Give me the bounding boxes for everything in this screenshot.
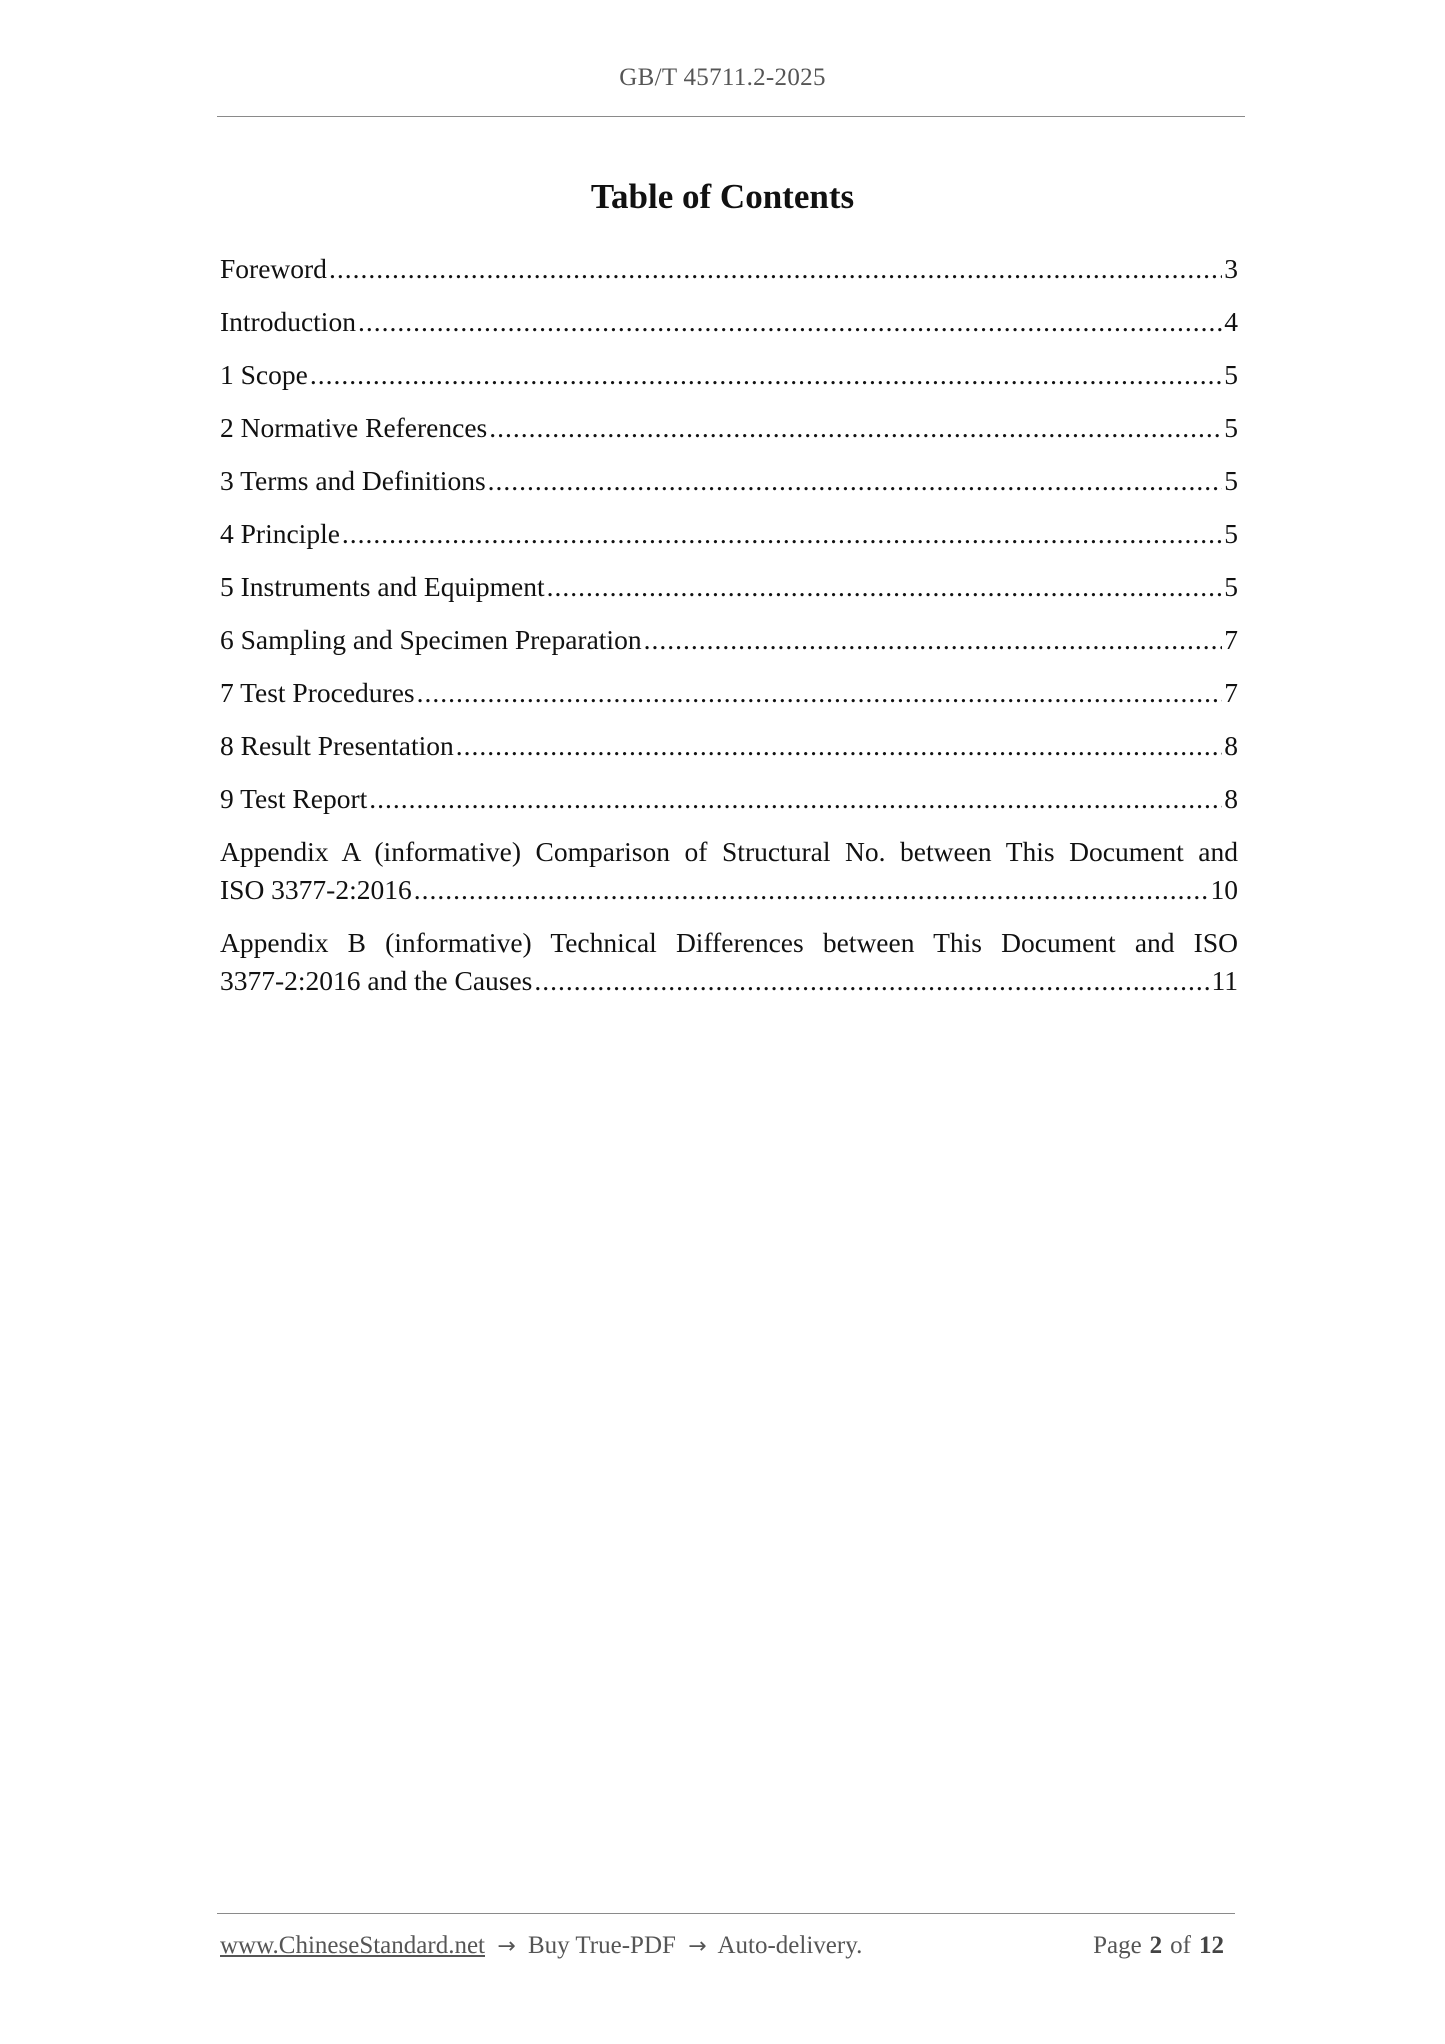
toc-entry-page: 7 bbox=[1224, 624, 1238, 655]
running-header: GB/T 45711.2-2025 bbox=[619, 64, 826, 91]
arrow-right-icon: → bbox=[497, 1934, 516, 1959]
arrow-right-icon: → bbox=[688, 1934, 707, 1959]
toc-leader-dots bbox=[488, 462, 1223, 500]
toc-leader-dots bbox=[644, 621, 1223, 659]
toc-entry-page: 5 bbox=[1224, 359, 1238, 390]
page-footer bbox=[220, 1932, 1232, 1960]
toc-entry-label: 6 Sampling and Specimen Preparation bbox=[220, 624, 642, 655]
footer-delivery-text: Auto-delivery. bbox=[717, 1932, 863, 1959]
toc-entry-page: 5 bbox=[1224, 518, 1238, 549]
toc-entry-label: Foreword bbox=[220, 253, 327, 284]
toc-entry-page: 5 bbox=[1224, 571, 1238, 602]
toc-leader-dots bbox=[489, 409, 1222, 447]
toc-entry-page: 3 bbox=[1224, 253, 1238, 284]
toc-entry-label: 5 Instruments and Equipment bbox=[220, 571, 545, 602]
toc-entry-label: 2 Normative References bbox=[220, 412, 488, 443]
toc-entry-page: 8 bbox=[1224, 730, 1238, 761]
toc-entry-page: 5 bbox=[1224, 412, 1238, 443]
toc-list bbox=[220, 250, 1238, 1015]
toc-entry-principle[interactable] bbox=[220, 515, 1238, 553]
toc-entry-instruments[interactable] bbox=[220, 568, 1238, 606]
website-link[interactable]: www.ChineseStandard.net bbox=[220, 1932, 485, 1959]
header-divider bbox=[217, 116, 1245, 117]
footer-promo bbox=[220, 1932, 862, 1960]
toc-entry-label-line1: Appendix A (informative) Comparison of Structural No. between This Document and bbox=[220, 836, 1238, 867]
toc-entry-label: 3 Terms and Definitions bbox=[220, 465, 486, 496]
toc-entry-scope[interactable] bbox=[220, 356, 1238, 394]
toc-entry-page: 5 bbox=[1224, 465, 1238, 496]
toc-leader-dots bbox=[414, 871, 1209, 909]
toc-entry-normative-references[interactable] bbox=[220, 409, 1238, 447]
footer-buy-text: Buy True-PDF bbox=[527, 1932, 676, 1959]
toc-entry-label-line2: ISO 3377-2:2016 bbox=[220, 874, 412, 905]
toc-entry-result-presentation[interactable] bbox=[220, 727, 1238, 765]
toc-entry-appendix-b[interactable] bbox=[220, 924, 1238, 1000]
toc-entry-introduction[interactable] bbox=[220, 303, 1238, 341]
page-total: 12 bbox=[1199, 1932, 1224, 1959]
toc-entry-terms-definitions[interactable] bbox=[220, 462, 1238, 500]
toc-entry-label: 8 Result Presentation bbox=[220, 730, 454, 761]
toc-leader-dots bbox=[310, 356, 1222, 394]
toc-entry-page: 4 bbox=[1224, 306, 1238, 337]
page-current: 2 bbox=[1149, 1932, 1163, 1959]
toc-entry-page: 11 bbox=[1211, 965, 1238, 996]
toc-entry-label-line1: Appendix B (informative) Technical Differences between This Document and ISO bbox=[220, 927, 1238, 958]
toc-entry-label: 9 Test Report bbox=[220, 783, 368, 814]
footer-divider bbox=[217, 1913, 1235, 1914]
toc-entry-label: 4 Principle bbox=[220, 518, 340, 549]
toc-entry-page: 8 bbox=[1224, 783, 1238, 814]
toc-leader-dots bbox=[358, 303, 1222, 341]
page-number bbox=[1093, 1932, 1232, 1960]
toc-entry-foreword[interactable] bbox=[220, 250, 1238, 288]
toc-entry-appendix-a[interactable] bbox=[220, 833, 1238, 909]
toc-leader-dots bbox=[342, 515, 1222, 553]
toc-entry-sampling[interactable] bbox=[220, 621, 1238, 659]
toc-entry-label: 1 Scope bbox=[220, 359, 308, 390]
toc-leader-dots bbox=[456, 727, 1223, 765]
toc-entry-page: 10 bbox=[1210, 874, 1238, 905]
toc-entry-page: 7 bbox=[1224, 677, 1238, 708]
toc-entry-label-line2: 3377-2:2016 and the Causes bbox=[220, 965, 533, 996]
page-word: Page bbox=[1093, 1932, 1142, 1959]
toc-entry-label: Introduction bbox=[220, 306, 356, 337]
toc-leader-dots bbox=[534, 962, 1209, 1000]
toc-title: Table of Contents bbox=[590, 177, 855, 216]
toc-leader-dots bbox=[417, 674, 1223, 712]
toc-leader-dots bbox=[329, 250, 1222, 288]
toc-entry-label: 7 Test Procedures bbox=[220, 677, 415, 708]
of-word: of bbox=[1170, 1932, 1191, 1959]
toc-leader-dots bbox=[547, 568, 1223, 606]
toc-entry-test-procedures[interactable] bbox=[220, 674, 1238, 712]
toc-leader-dots bbox=[369, 780, 1222, 818]
toc-entry-test-report[interactable] bbox=[220, 780, 1238, 818]
